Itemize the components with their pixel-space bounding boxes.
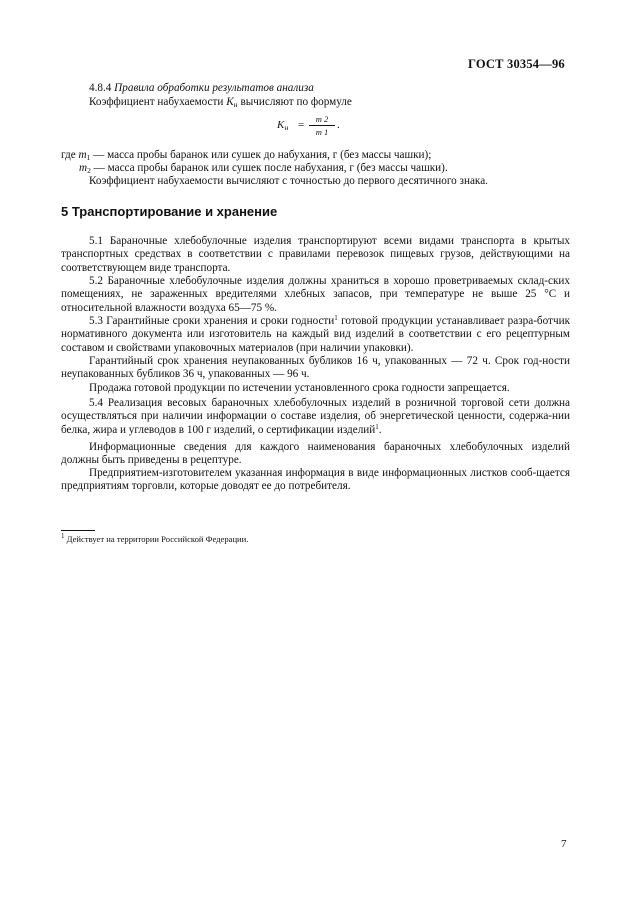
subsection-number: 4.8.4 <box>89 82 112 94</box>
subsection-title: Правила обработки результатов анализа <box>114 82 314 94</box>
footnote-separator <box>61 530 95 531</box>
formula-k-sub: н <box>284 123 289 132</box>
formula-k: K <box>277 119 285 131</box>
footnote <box>61 533 248 546</box>
page-number: 7 <box>561 838 567 850</box>
m1-symbol: m <box>78 149 87 161</box>
document-code: ГОСТ 30354—96 <box>468 57 565 71</box>
formula-equals: = <box>298 119 305 131</box>
coefficient-symbol: K <box>226 96 234 108</box>
subsection-4-8-4-heading <box>61 82 570 95</box>
sale-prohibition-paragraph: Продажа готовой продукции по истечении установленного срока годности запрещается. <box>89 382 510 394</box>
formula-denominator: m 1 <box>315 127 329 137</box>
footnote-mark: 1 <box>61 532 65 540</box>
coefficient-subscript: н <box>233 100 238 109</box>
precision-note: Коэффициент набухаемости вычисляют с точностью до первого десятичного знака. <box>89 175 488 187</box>
paragraph-5-3-start: 5.3 Гарантийные сроки хранения и сроки годности <box>89 315 335 327</box>
m2-symbol: m <box>79 162 88 174</box>
paragraph-5-1: 5.1 Бараночные хлебобулочные изделия транспортируют всеми видами транспорта в крытых транспортных средствах в соответствии с правилами перевозок пищевых грузов, действующими на соответствующем виде транспорта. <box>61 235 570 274</box>
paragraph-5-3 <box>61 315 570 355</box>
shelf-life-paragraph: Гарантийный срок хранения неупакованных бубликов 16 ч, упакованных — 72 ч. Срок год-ности неупакованных бубликов 36 ч, упакованных — 96 ч. <box>61 355 570 381</box>
paragraph-5-4-text: 5.4 Реализация весовых бараночных хлебобулочных изделий в розничной торговой сети должна осуществляться при наличии информации о составе изделия, об энергетической ценности, содержа-нии белка, жира и углеводов в 100 г изделий, о сертификации изделий <box>61 397 570 436</box>
formula-lhs <box>277 119 288 132</box>
footnote-reference-2: 1 <box>375 422 379 431</box>
footnote-text: Действует на территории Российской Федерации. <box>64 534 249 544</box>
footnote-reference: 1 <box>334 314 338 322</box>
information-paragraph: Информационные сведения для каждого наименования бараночных хлебобулочных изделий должны быть приведены в рецептуре. <box>61 441 570 467</box>
fraction-bar <box>309 125 335 126</box>
paragraph-5-4-dot: . <box>378 423 382 436</box>
where-word: где <box>61 149 76 161</box>
swelling-formula <box>277 114 397 138</box>
m2-definition: — масса пробы баранок или сушек после набухания, г (без массы чашки). <box>90 162 448 174</box>
manufacturer-paragraph: Предприятием-изготовителем указанная информация в виде информационных листков сооб-щается предприятиям торговли, которые доводят ее до потребителя. <box>61 467 570 493</box>
paragraph-5-3-rest: готовой продукции устанавливает разра-ботчик нормативного документа или изготовитель на каждый вид изделий в соответствии с его рецептурным составом и свойствами упаковочных материалов (при наличии упаковки). <box>61 315 570 354</box>
formula-period: . <box>337 119 340 131</box>
formula-intro-text-2: вычисляют по формуле <box>240 96 352 108</box>
where-line-2 <box>79 162 569 175</box>
paragraph-5-2: 5.2 Бараночные хлебобулочные изделия должны храниться в хорошо проветриваемых склад-ских помещениях, не зараженных вредителями хлебных запасов, при температуре не выше 25 °С и относительной влажности воздуха 65—75 %. <box>61 275 570 314</box>
m1-definition: — масса пробы баранок или сушек до набухания, г (без массы чашки); <box>90 149 432 161</box>
formula-intro-text: Коэффициент набухаемости <box>89 96 224 108</box>
formula-intro <box>61 96 570 109</box>
where-line-1 <box>61 149 570 162</box>
paragraph-5-4 <box>61 397 570 437</box>
formula-fraction <box>309 114 335 137</box>
m2-subscript: 2 <box>87 166 91 175</box>
m1-subscript: 1 <box>86 153 91 162</box>
formula-numerator: m 2 <box>315 114 329 124</box>
section-5-heading: 5 Транспортирование и хранение <box>61 204 278 219</box>
